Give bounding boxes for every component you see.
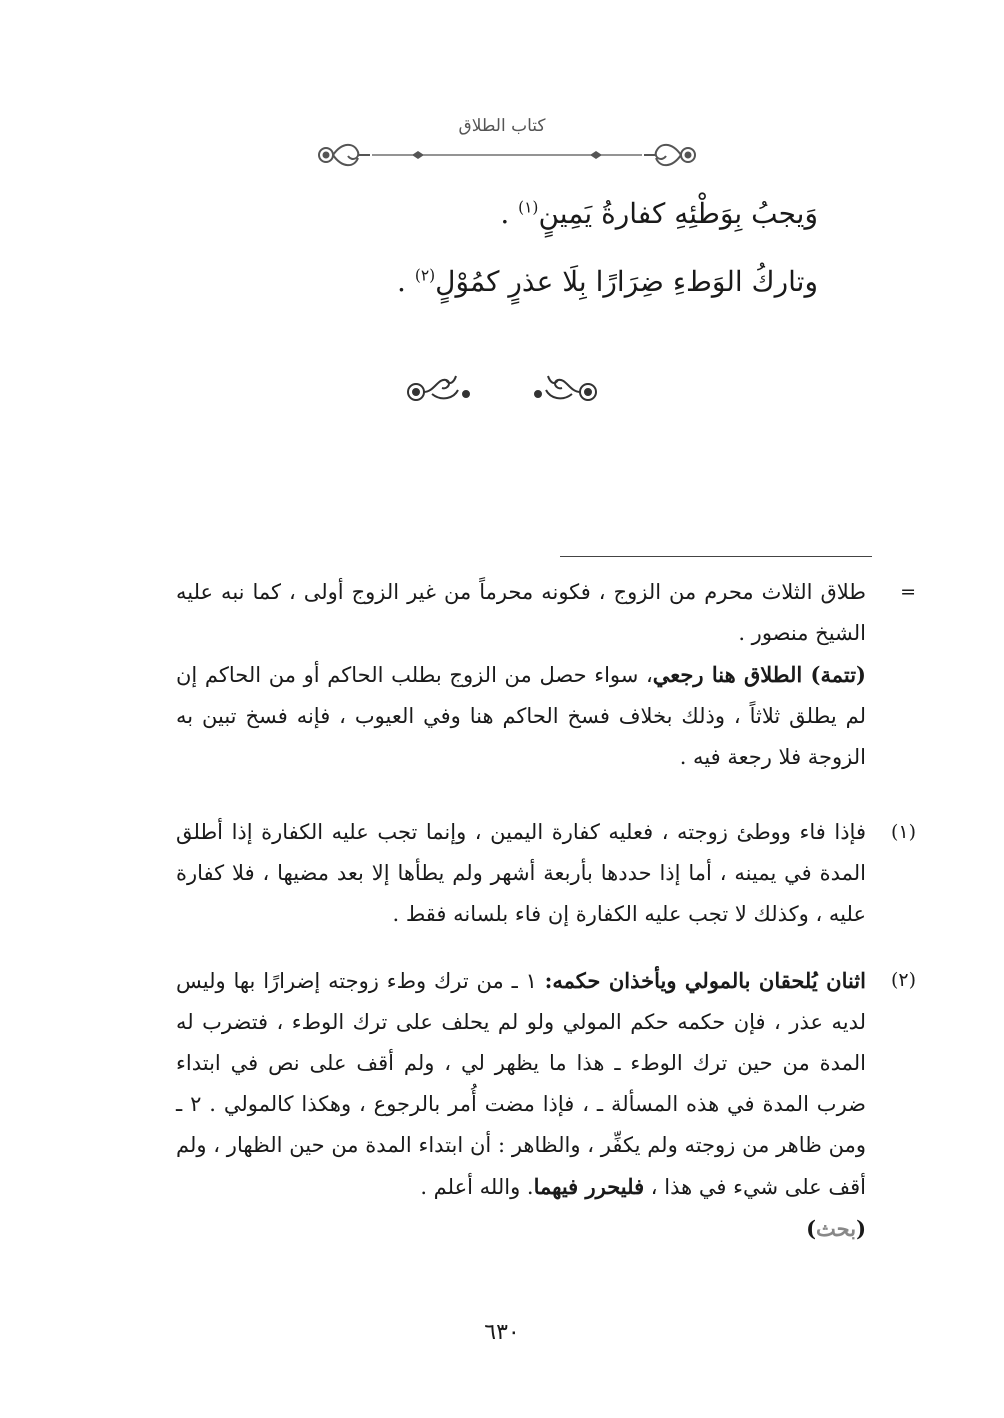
footnote-2-text: ١ ـ من ترك وطء زوجته إضرارًا بها وليس لديه عذر ، فإن حكمه حكم المولي ولو لم يحلف على ترك الوطء ، فتضرب له المدة من حين ترك الوطء ـ هذا ما يظهر لي ، ولم أقف على نص في ابتداء ضرب المدة في هذه المسألة ـ ، فإذا مضت أُمر بالرجوع ، وهكذا كالمولي . ٢ ـ ومن ظاهر من زوجته ولم يكفِّر ، والظاهر : أن ابتداء المدة من حين الظهار ، ولم أقف على شيء في هذا ،: [176, 969, 866, 1199]
continuation-paragraph-2: [176, 654, 866, 778]
footnote-2-text-end: . والله أعلم .: [420, 1175, 534, 1199]
source-close-paren: ): [806, 1216, 817, 1241]
header-title: كتاب الطلاق: [458, 116, 546, 136]
source-open-paren: (: [856, 1216, 866, 1241]
footnote-continuation: [176, 572, 916, 778]
footnote-2-body: [176, 960, 866, 1250]
main-line-1-end: .: [500, 197, 519, 230]
footnote-ref-1[interactable]: (١): [518, 198, 539, 217]
main-line-2-end: .: [397, 265, 415, 298]
footnote-2-bold-end: فليحرر فيهما: [533, 1174, 645, 1199]
footnote-1-text: فإذا فاء ووطئ زوجته ، فعليه كفارة اليمين ، وإنما تجب عليه الكفارة إذا أطلق المدة في يمينه ، أما إذا حددها بأربعة أشهر ولم يطأها إلا بعد مضيها ، فلا كفارة عليه ، وكذلك لا تجب عليه الكفارة إن فاء بلسانه فقط .: [176, 820, 866, 926]
section-divider-ornament-icon: [402, 372, 602, 408]
continuation-marker: =: [900, 581, 916, 603]
continuation-paragraph-1: طلاق الثلاث محرم من الزوج ، فكونه محرماً من غير الزوج أولى ، كما نبه عليه الشيخ منصور .: [176, 580, 866, 645]
continuation-paragraph-2-text: ، سواء حصل من الزوج بطلب الحاكم أو من الحاكم إن لم يطلق ثلاثاً ، وذلك بخلاف فسخ الحاكم هنا وفي العيوب ، فإنه فسخ تبين به الزوجة فلا رجعة فيه .: [176, 663, 866, 769]
source-label: بحث: [816, 1216, 857, 1241]
footnote-ref-2[interactable]: (٢): [414, 266, 436, 285]
header-ornament-icon: [312, 140, 702, 170]
footnote-2-marker: (٢): [890, 969, 916, 991]
running-header: [0, 110, 1004, 170]
main-text-line-2: [178, 264, 818, 300]
page-number: ٦٣٠: [484, 1320, 520, 1345]
main-line-1-text: وَيجبُ بِوَطْئِهِ كفارةُ يَمِينٍ: [538, 197, 818, 230]
continuation-bold-phrase: (تتمة) الطلاق هنا رجعي: [652, 662, 866, 687]
footnote-separator: [560, 556, 872, 557]
footnote-2-bold-start: اثنان يُلحقان بالمولي ويأخذان حكمه:: [544, 968, 866, 993]
footnote-2: [176, 960, 916, 1250]
footnote-1-marker: (١): [890, 821, 916, 843]
main-text-line-1: [178, 196, 818, 232]
footnote-1: [176, 812, 916, 935]
main-line-2-text: وتاركُ الوَطءِ ضِرَارًا بِلَا عذرٍ كمُوْلٍ: [435, 265, 818, 298]
